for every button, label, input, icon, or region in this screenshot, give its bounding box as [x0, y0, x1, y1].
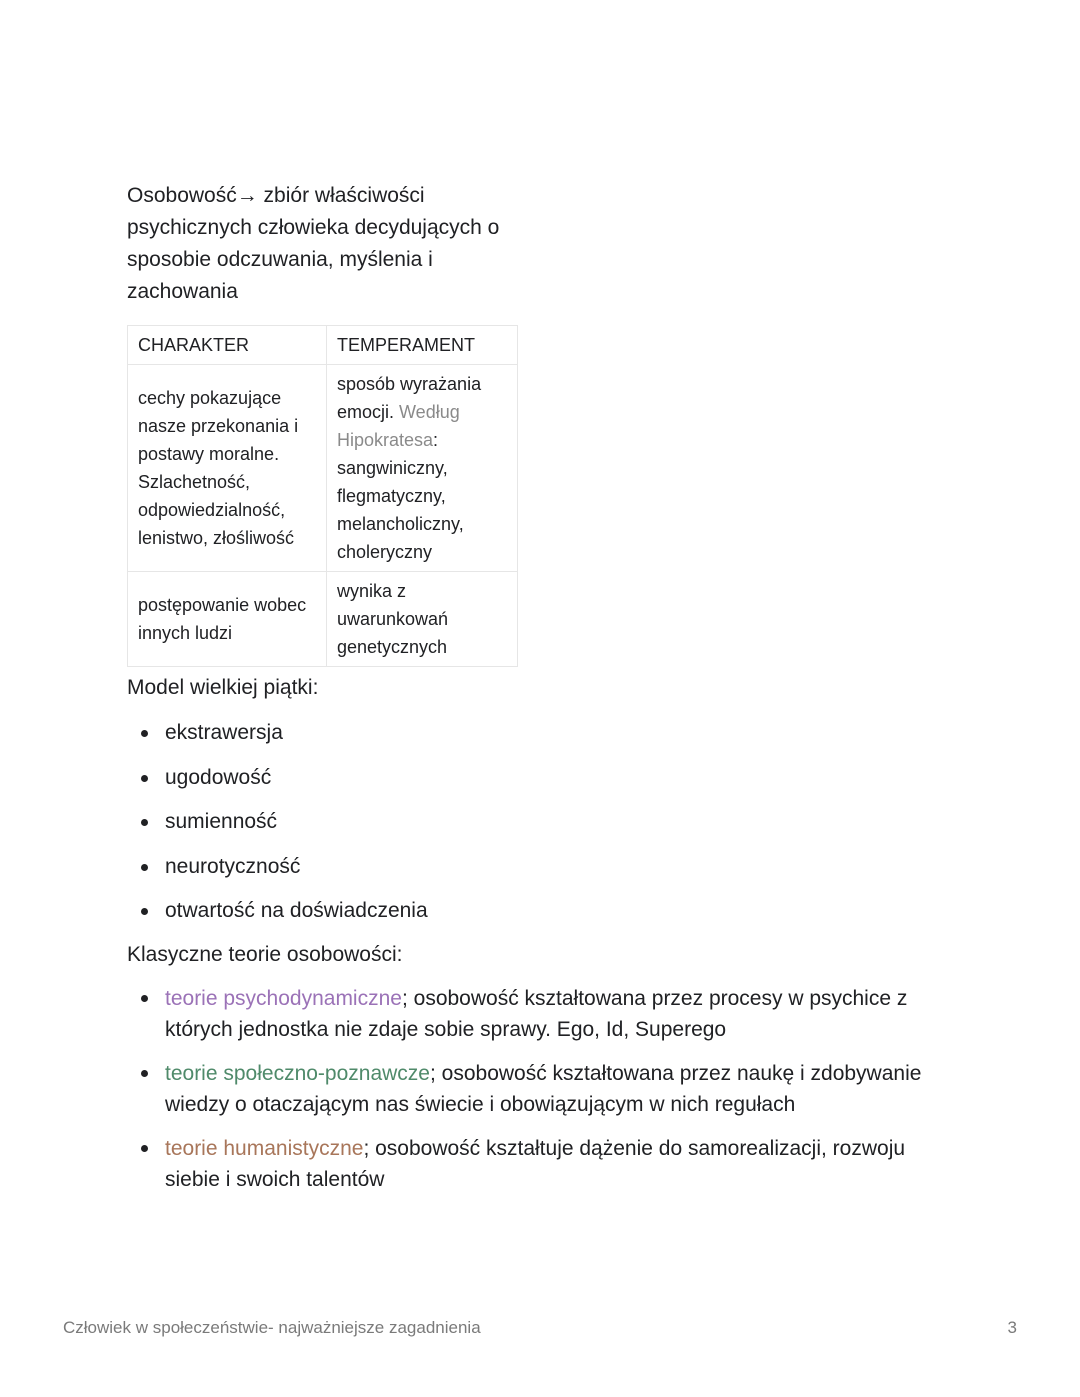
- temperament-text-b: : sangwiniczny, flegmatyczny, melancholiczny, choleryczny: [337, 430, 464, 562]
- bullet-icon: [141, 908, 148, 915]
- list-item-text: neurotyczność: [165, 854, 301, 878]
- table-cell-character-behavior: postępowanie wobec innych ludzi: [128, 572, 327, 667]
- table-header-character: CHARAKTER: [128, 326, 327, 365]
- footer-page-number: 3: [1007, 1318, 1017, 1337]
- bullet-icon: [141, 864, 148, 871]
- theory-description: ; osobowość kształtuje dążenie do samorealizacji, rozwoju siebie i swoich talentów: [165, 1137, 906, 1191]
- intro-definition-text: zbiór właściwości psychicznych człowieka decydujących o sposobie odczuwania, myślenia i zachowania: [127, 184, 500, 303]
- theory-name-social-cognitive: teorie społeczno-poznawcze: [165, 1062, 430, 1085]
- theories-list: [127, 983, 965, 1208]
- theory-name-humanistic: teorie humanistyczne: [165, 1137, 364, 1160]
- list-item: [127, 1133, 965, 1195]
- list-item: [127, 763, 428, 808]
- list-item-text: ugodowość: [165, 765, 272, 789]
- bullet-icon: [141, 995, 148, 1002]
- list-item: [127, 983, 965, 1045]
- table-cell-character-traits: cechy pokazujące nasze przekonania i postawy moralne. Szlachetność, odpowiedzialność, lenistwo, złośliwość: [128, 365, 327, 572]
- theory-name-psychodynamic: teorie psychodynamiczne: [165, 987, 402, 1010]
- character-temperament-table: [127, 325, 518, 667]
- list-item-text: otwartość na doświadczenia: [165, 899, 428, 922]
- intro-term: Osobowość: [127, 184, 237, 207]
- bullet-icon: [141, 1145, 148, 1152]
- table-header-temperament: TEMPERAMENT: [327, 326, 518, 365]
- bullet-icon: [141, 819, 148, 826]
- intro-definition: [127, 180, 527, 308]
- big-five-list: [127, 718, 428, 941]
- table-cell-temperament-origin: wynika z uwarunkowań genetycznych: [327, 572, 518, 667]
- list-item: [127, 1058, 965, 1120]
- list-item-text: sumienność: [165, 810, 278, 833]
- list-item: [127, 896, 428, 941]
- list-item-text: ekstrawersja: [165, 721, 283, 744]
- theory-description: ; osobowość kształtowana przez naukę i zdobywanie wiedzy o otaczającym nas świecie i obowiązującym w nich regułach: [165, 1062, 922, 1116]
- list-item: [127, 718, 428, 763]
- list-item: [127, 852, 428, 897]
- list-item: [127, 807, 428, 852]
- big-five-heading: Model wielkiej piątki:: [127, 676, 319, 699]
- temperament-source: Według Hipokratesa: [337, 402, 460, 450]
- bullet-icon: [141, 1070, 148, 1077]
- theory-description: ; osobowość kształtowana przez procesy w psychice z których jednostka nie zdaje sobie sprawy. Ego, Id, Superego: [165, 987, 908, 1041]
- arrow-icon: →: [236, 184, 258, 207]
- footer-document-title: Człowiek w społeczeństwie- najważniejsze zagadnienia: [63, 1318, 481, 1337]
- bullet-icon: [141, 775, 148, 782]
- table-cell-temperament-types: [327, 365, 518, 572]
- theories-heading: Klasyczne teorie osobowości:: [127, 943, 403, 966]
- temperament-text-a: sposób wyrażania emocji.: [337, 374, 482, 422]
- bullet-icon: [141, 730, 148, 737]
